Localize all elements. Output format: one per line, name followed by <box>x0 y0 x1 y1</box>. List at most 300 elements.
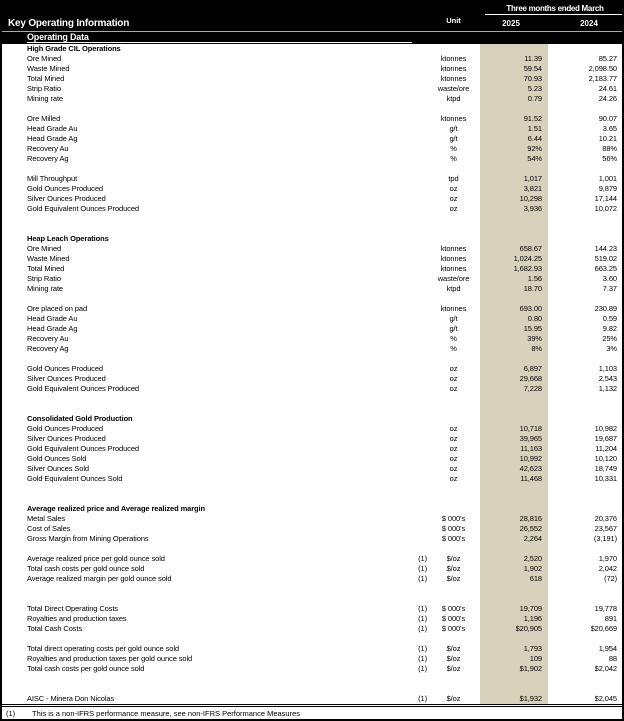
value-2025-cell <box>480 684 548 694</box>
value-2024-cell: 2,042 <box>598 564 617 573</box>
section-header-row <box>2 44 622 54</box>
table-row <box>2 204 622 214</box>
value-2024-cell: (72) <box>604 574 617 583</box>
footnote-marker-cell <box>397 54 427 64</box>
table-row <box>2 284 622 294</box>
value-2025-cell: 1,793 <box>480 644 548 654</box>
footnote-marker-cell <box>397 234 427 244</box>
footnote-marker-cell <box>397 544 427 554</box>
footnote-marker-cell <box>397 584 427 594</box>
subtitle-underline <box>27 42 412 43</box>
value-2025-cell: 91.52 <box>480 114 548 124</box>
value-2025-cell: 1,024.25 <box>480 254 548 264</box>
value-2025-cell: 2,520 <box>480 554 548 564</box>
row-label <box>2 294 397 304</box>
spacer-row <box>2 674 622 684</box>
section-header-row <box>2 234 622 244</box>
footnote-marker-cell <box>397 414 427 424</box>
value-2025-cell: 39,965 <box>480 434 548 444</box>
unit-cell: ktpd <box>446 284 461 293</box>
footnote-marker-cell <box>397 304 427 314</box>
footnote-marker-cell <box>397 504 427 514</box>
footnote-marker-cell <box>397 464 427 474</box>
value-2025-cell: 3,936 <box>480 204 548 214</box>
table-row <box>2 424 622 434</box>
value-2024-cell <box>548 224 622 234</box>
value-2025-cell <box>480 544 548 554</box>
value-2025-cell: 92% <box>480 144 548 154</box>
footnote-marker-cell: (1) <box>418 614 427 623</box>
value-2024-cell <box>548 684 622 694</box>
unit-cell <box>427 594 480 604</box>
value-2024-cell <box>548 594 622 604</box>
value-2025-cell: 1,196 <box>480 614 548 624</box>
spacer-row <box>2 404 622 414</box>
row-label: High Grade CIL Operations <box>27 44 121 53</box>
value-2025-cell: 11,468 <box>480 474 548 484</box>
value-2025-cell: 6.44 <box>480 134 548 144</box>
value-2025-cell <box>480 214 548 224</box>
row-label: Gold Equivalent Ounces Produced <box>27 444 139 453</box>
footnote-marker-cell <box>397 434 427 444</box>
unit-cell <box>427 504 480 514</box>
spacer-row <box>2 214 622 224</box>
value-2024-cell <box>548 214 622 224</box>
row-label: Ore Mined <box>27 54 62 63</box>
column-header-2024: 2024 <box>580 19 598 28</box>
section-header-row <box>2 414 622 424</box>
footnote-marker-cell <box>397 254 427 264</box>
row-label: Gross Margin from Mining Operations <box>27 534 149 543</box>
footnote-marker-cell <box>397 354 427 364</box>
row-label: Head Grade Au <box>27 124 78 133</box>
row-label <box>2 104 397 114</box>
table-row <box>2 314 622 324</box>
value-2024-cell: 0.59 <box>602 314 617 323</box>
value-2024-cell: 56% <box>602 154 617 163</box>
value-2024-cell <box>548 544 622 554</box>
value-2025-cell <box>480 164 548 174</box>
unit-cell <box>427 44 480 54</box>
unit-cell: waste/ore <box>437 84 470 93</box>
unit-cell: % <box>450 144 457 153</box>
footnote-marker-cell <box>397 264 427 274</box>
spacer-row <box>2 594 622 604</box>
row-label <box>2 494 397 504</box>
unit-cell: oz <box>449 464 458 473</box>
page-title: Key Operating Information <box>8 18 130 29</box>
table-row <box>2 454 622 464</box>
row-label <box>2 634 397 644</box>
footnote-section <box>2 704 622 721</box>
row-label: Recovery Au <box>27 334 69 343</box>
value-2025-cell: 618 <box>480 574 548 584</box>
footnote-marker-cell <box>397 214 427 224</box>
unit-cell <box>427 414 480 424</box>
value-2024-cell: 3.65 <box>602 124 617 133</box>
footnote-marker-cell <box>397 184 427 194</box>
value-2025-cell: 70.93 <box>480 74 548 84</box>
table-row <box>2 114 622 124</box>
value-2025-cell <box>480 484 548 494</box>
value-2024-cell: 18,749 <box>594 464 617 473</box>
value-2024-cell: 1,132 <box>598 384 617 393</box>
value-2024-cell: (3,191) <box>593 534 617 543</box>
unit-cell: ktonnes <box>440 114 467 123</box>
unit-cell: $/oz <box>446 564 461 573</box>
table-row <box>2 574 622 584</box>
value-2025-cell <box>480 104 548 114</box>
row-label: Silver Ounces Produced <box>27 194 106 203</box>
value-2024-cell <box>548 404 622 414</box>
table-row <box>2 444 622 454</box>
spacer-row <box>2 294 622 304</box>
value-2024-cell: 10,331 <box>594 474 617 483</box>
table-row <box>2 84 622 94</box>
unit-cell: % <box>450 344 457 353</box>
value-2025-cell: 26,552 <box>480 524 548 534</box>
footnote-marker-cell: (1) <box>418 624 427 633</box>
footnote-marker-cell: (1) <box>418 694 427 703</box>
value-2024-cell <box>548 294 622 304</box>
value-2025-cell <box>480 404 548 414</box>
table-body <box>2 44 622 704</box>
value-2025-cell: 1,682.93 <box>480 264 548 274</box>
row-label <box>2 394 397 404</box>
table-row <box>2 144 622 154</box>
footnote-marker-cell <box>397 154 427 164</box>
footnote-marker-cell <box>397 144 427 154</box>
unit-cell: oz <box>449 184 458 193</box>
value-2024-cell: 20,376 <box>594 514 617 523</box>
footnote-marker-cell <box>397 94 427 104</box>
footnote-marker-cell: (1) <box>418 574 427 583</box>
unit-cell: g/t <box>449 124 458 133</box>
value-2024-cell: 11,204 <box>595 444 617 453</box>
table-row <box>2 384 622 394</box>
table-row <box>2 364 622 374</box>
value-2024-cell <box>548 414 622 424</box>
footer-rule-top <box>2 704 622 705</box>
value-2025-cell: 5.23 <box>480 84 548 94</box>
footnote-marker-cell <box>397 484 427 494</box>
value-2024-cell <box>548 674 622 684</box>
value-2024-cell <box>548 504 622 514</box>
footnote-marker-cell <box>397 674 427 684</box>
value-2025-cell: 10,718 <box>480 424 548 434</box>
unit-cell: oz <box>449 444 458 453</box>
unit-cell <box>427 224 480 234</box>
footnote-marker-cell: (1) <box>418 654 427 663</box>
value-2024-cell <box>548 104 622 114</box>
value-2024-cell: 23,567 <box>594 524 617 533</box>
unit-cell: waste/ore <box>437 274 470 283</box>
table-row <box>2 174 622 184</box>
footnote-marker-cell <box>397 634 427 644</box>
value-2025-cell: 0.80 <box>480 314 548 324</box>
value-2024-cell: 144.23 <box>594 244 617 253</box>
value-2024-cell: 7.37 <box>602 284 617 293</box>
table-row <box>2 124 622 134</box>
unit-cell: ktpd <box>446 94 461 103</box>
value-2024-cell: 1,954 <box>598 644 617 653</box>
value-2024-cell: 10,072 <box>594 204 617 213</box>
value-2024-cell: 3% <box>606 344 617 353</box>
spacer-row <box>2 394 622 404</box>
spacer-row <box>2 544 622 554</box>
footnote-marker-cell <box>397 204 427 214</box>
footnote-marker-cell <box>397 274 427 284</box>
value-2024-cell <box>548 234 622 244</box>
footnote-marker-cell <box>397 474 427 484</box>
row-label: Royalties and production taxes <box>27 614 127 623</box>
row-label: Gold Ounces Sold <box>27 454 87 463</box>
footnote-marker-cell: (1) <box>418 564 427 573</box>
row-label: Total Direct Operating Costs <box>27 604 118 613</box>
row-label: Metal Sales <box>27 514 66 523</box>
value-2025-cell: 28,816 <box>480 514 548 524</box>
unit-cell: oz <box>449 204 458 213</box>
row-label: Gold Ounces Produced <box>27 184 103 193</box>
table-row <box>2 554 622 564</box>
value-2025-cell <box>480 414 548 424</box>
row-label: Ore Mined <box>27 244 62 253</box>
footnote-marker-cell <box>397 364 427 374</box>
unit-cell: ktonnes <box>440 74 467 83</box>
unit-cell: $/oz <box>446 694 461 703</box>
footnote-marker-cell <box>397 334 427 344</box>
table-row <box>2 334 622 344</box>
unit-cell <box>427 684 480 694</box>
footnote-marker-cell <box>397 164 427 174</box>
unit-cell: $ 000's <box>441 514 466 523</box>
spacer-row <box>2 104 622 114</box>
value-2024-cell <box>548 354 622 364</box>
unit-cell: oz <box>449 474 458 483</box>
row-label: Mining rate <box>27 284 64 293</box>
row-label: Strip Ratio <box>27 84 61 93</box>
footnote-text: This is a non-IFRS performance measure, see non-IFRS Performance Measures <box>32 709 301 718</box>
value-2025-cell: 15.95 <box>480 324 548 334</box>
footnote-marker-cell: (1) <box>418 664 427 673</box>
table-row <box>2 564 622 574</box>
table-row <box>2 134 622 144</box>
footnote-marker-cell <box>397 394 427 404</box>
footnote-marker-cell <box>397 324 427 334</box>
unit-column-header: Unit <box>446 16 461 25</box>
value-2024-cell: 9,879 <box>598 184 617 193</box>
footnote-marker-cell <box>397 454 427 464</box>
unit-cell: $/oz <box>446 654 461 663</box>
unit-cell <box>427 294 480 304</box>
value-2025-cell: 42,623 <box>480 464 548 474</box>
value-2025-cell: $1,932 <box>480 694 548 704</box>
footnote-marker-cell <box>397 224 427 234</box>
value-2025-cell: 109 <box>480 654 548 664</box>
row-label: Head Grade Ag <box>27 134 78 143</box>
row-label <box>2 214 397 224</box>
footnote-marker-cell: (1) <box>418 604 427 613</box>
value-2024-cell: 85.27 <box>598 54 617 63</box>
value-2025-cell <box>480 504 548 514</box>
footnote-marker-cell <box>397 84 427 94</box>
row-label <box>2 484 397 494</box>
unit-cell: g/t <box>449 134 458 143</box>
value-2025-cell: 7,228 <box>480 384 548 394</box>
spacer-row <box>2 684 622 694</box>
unit-cell: oz <box>449 454 458 463</box>
row-label: Waste Mined <box>27 64 70 73</box>
value-2024-cell: 1,001 <box>598 174 617 183</box>
unit-cell: ktonnes <box>440 304 467 313</box>
value-2024-cell: 90.07 <box>598 114 617 123</box>
value-2025-cell: 658.67 <box>480 244 548 254</box>
row-label: Strip Ratio <box>27 274 61 283</box>
row-label: Consolidated Gold Production <box>27 414 133 423</box>
table-row <box>2 654 622 664</box>
unit-cell <box>427 214 480 224</box>
row-label: Gold Equivalent Ounces Produced <box>27 384 139 393</box>
row-label: Mining rate <box>27 94 64 103</box>
value-2025-cell: 1,017 <box>480 174 548 184</box>
row-label: Ore Milled <box>27 114 61 123</box>
value-2024-cell: 19,687 <box>594 434 617 443</box>
unit-cell: $/oz <box>446 644 461 653</box>
row-label: Mill Throughput <box>27 174 78 183</box>
unit-cell <box>427 164 480 174</box>
unit-cell: ktonnes <box>440 54 467 63</box>
table-row <box>2 264 622 274</box>
footnote-marker-cell <box>397 314 427 324</box>
value-2024-cell: 3.60 <box>602 274 617 283</box>
unit-cell: ktonnes <box>440 244 467 253</box>
value-2025-cell: 1,902 <box>480 564 548 574</box>
unit-cell: $ 000's <box>441 604 466 613</box>
value-2024-cell: 10.21 <box>598 134 617 143</box>
row-label <box>2 164 397 174</box>
value-2025-cell: 18.70 <box>480 284 548 294</box>
value-2025-cell: 19,709 <box>480 604 548 614</box>
value-2025-cell <box>480 44 548 54</box>
period-header: Three months ended March <box>485 4 624 15</box>
value-2024-cell <box>548 584 622 594</box>
row-label: Gold Ounces Produced <box>27 424 103 433</box>
unit-cell: oz <box>449 194 458 203</box>
spacer-row <box>2 224 622 234</box>
row-label: Recovery Ag <box>27 344 69 353</box>
spacer-row <box>2 354 622 364</box>
value-2024-cell <box>548 494 622 504</box>
row-label: Recovery Ag <box>27 154 69 163</box>
value-2025-cell: 2,264 <box>480 534 548 544</box>
unit-cell: tpd <box>448 174 459 183</box>
value-2025-cell: 39% <box>480 334 548 344</box>
table-row <box>2 54 622 64</box>
unit-cell <box>427 634 480 644</box>
footnote-marker-cell <box>397 74 427 84</box>
table-row <box>2 304 622 314</box>
unit-cell: $ 000's <box>441 624 466 633</box>
spacer-row <box>2 484 622 494</box>
table-row <box>2 344 622 354</box>
row-label: Total direct operating costs per gold ounce sold <box>27 644 179 653</box>
row-label: Head Grade Ag <box>27 324 78 333</box>
value-2025-cell <box>480 594 548 604</box>
value-2024-cell: 24.61 <box>598 84 617 93</box>
table-row <box>2 274 622 284</box>
spacer-row <box>2 584 622 594</box>
value-2024-cell: 9.82 <box>602 324 617 333</box>
row-label: Heap Leach Operations <box>27 234 109 243</box>
footnote-marker-cell <box>397 284 427 294</box>
row-label: Total cash costs per gold ounce sold <box>27 664 145 673</box>
value-2025-cell: 29,668 <box>480 374 548 384</box>
value-2025-cell: $1,902 <box>480 664 548 674</box>
footnote-marker-cell: (1) <box>418 554 427 563</box>
row-label: Total Mined <box>27 264 65 273</box>
footnote-marker-cell <box>397 594 427 604</box>
footnote-marker-cell: (1) <box>418 644 427 653</box>
unit-cell: % <box>450 334 457 343</box>
unit-cell <box>427 354 480 364</box>
footnote-marker-cell <box>397 404 427 414</box>
row-label: Gold Equivalent Ounces Sold <box>27 474 123 483</box>
table-row <box>2 94 622 104</box>
value-2024-cell: $20,669 <box>590 624 617 633</box>
table-row <box>2 74 622 84</box>
row-label: Waste Mined <box>27 254 70 263</box>
value-2024-cell: $2,045 <box>594 694 617 703</box>
row-label <box>2 224 397 234</box>
table-row <box>2 244 622 254</box>
unit-cell: oz <box>449 374 458 383</box>
value-2024-cell: 519.02 <box>594 254 617 263</box>
unit-cell: g/t <box>449 324 458 333</box>
value-2025-cell: 11.39 <box>480 54 548 64</box>
footnote-marker-cell <box>397 374 427 384</box>
value-2024-cell: 663.25 <box>594 264 617 273</box>
value-2025-cell: 54% <box>480 154 548 164</box>
value-2024-cell: 24.26 <box>598 94 617 103</box>
footnote-marker-cell <box>397 344 427 354</box>
value-2024-cell: 230.89 <box>594 304 617 313</box>
footnote-marker-cell <box>397 194 427 204</box>
row-label <box>2 404 397 414</box>
value-2024-cell: 2,543 <box>598 374 617 383</box>
table-row <box>2 194 622 204</box>
unit-cell: g/t <box>449 314 458 323</box>
row-label: Average realized price and Average realized margin <box>27 504 205 513</box>
row-label <box>2 354 397 364</box>
footnote-marker-cell <box>397 424 427 434</box>
value-2024-cell <box>548 634 622 644</box>
table-row <box>2 624 622 634</box>
footnote-marker-cell <box>397 44 427 54</box>
unit-cell: $/oz <box>446 664 461 673</box>
value-2025-cell <box>480 584 548 594</box>
unit-cell: ktonnes <box>440 254 467 263</box>
spacer-row <box>2 494 622 504</box>
row-label: Total Cash Costs <box>27 624 83 633</box>
footnote-marker-cell <box>397 294 427 304</box>
row-label: Cost of Sales <box>27 524 71 533</box>
value-2024-cell: 25% <box>602 334 617 343</box>
footnote-marker-cell <box>397 444 427 454</box>
unit-cell: oz <box>449 424 458 433</box>
table-row <box>2 604 622 614</box>
value-2024-cell: 19,778 <box>594 604 617 613</box>
unit-cell: ktonnes <box>440 64 467 73</box>
